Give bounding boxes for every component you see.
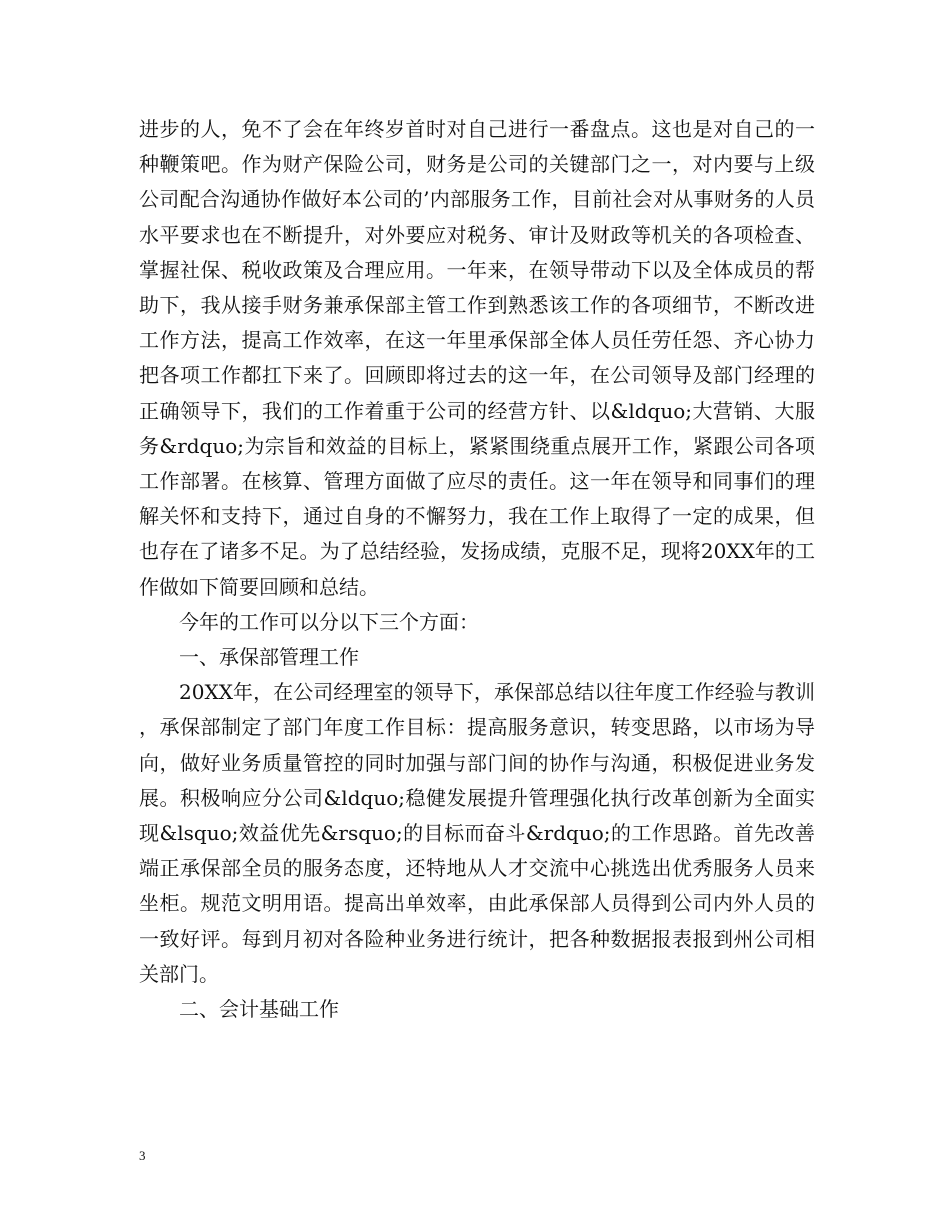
document-body	[139, 112, 815, 1027]
paragraph-intro: 进步的人，免不了会在年终岁首时对自己进行一番盘点。这也是对自己的一种鞭策吧。作为财产保险公司，财务是公司的关键部门之一，对内要与上级公司配合沟通协作做好本公司的’内部服务工作，目前社会对从事财务的人员水平要求也在不断提升，对外要应对税务、审计及财政等机关的各项检查、掌握社保、税收政策及合理应用。一年来，在领导带动下以及全体成员的帮助下，我从接手财务兼承保部主管工作到熟悉该工作的各项细节，不断改进工作方法，提高工作效率，在这一年里承保部全体人员任劳任怨、齐心协力把各项工作都扛下来了。回顾即将过去的这一年，在公司领导及部门经理的正确领导下，我们的工作着重于公司的经营方针、以&ldquo;大营销、大服务&rdquo;为宗旨和效益的目标上，紧紧围绕重点展开工作，紧跟公司各项工作部署。在核算、管理方面做了应尽的责任。这一年在领导和同事们的理解关怀和支持下，通过自身的不懈努力，我在工作上取得了一定的成果，但也存在了诸多不足。为了总结经验，发扬成绩，克服不足，现将20XX年的工作做如下简要回顾和总结。	[139, 117, 815, 599]
section-heading-underwriting: 一、承保部管理工作	[179, 645, 359, 670]
section-heading-accounting: 二、会计基础工作	[179, 997, 339, 1022]
paragraph-underwriting: 20XX年，在公司经理室的领导下，承保部总结以往年度工作经验与教训，承保部制定了部门年度工作目标：提高服务意识，转变思路，以市场为导向，做好业务质量管控的同时加强与部门间的协作与沟通，积极促进业务发展。积极响应分公司&ldquo;稳健发展提升管理强化执行改革创新为全面实现&lsquo;效益优先&rsquo;的目标而奋斗&rdquo;的工作思路。首先改善端正承保部全员的服务态度，还特地从人才交流中心挑选出优秀服务人员来坐柜。规范文明用语。提高出单效率，由此承保部人员得到公司内外人员的一致好评。每到月初对各险种业务进行统计，把各种数据报表报到州公司相关部门。	[139, 680, 815, 986]
paragraph-three-aspects: 今年的工作可以分以下三个方面：	[179, 609, 479, 634]
page-number: 3	[139, 1148, 146, 1163]
